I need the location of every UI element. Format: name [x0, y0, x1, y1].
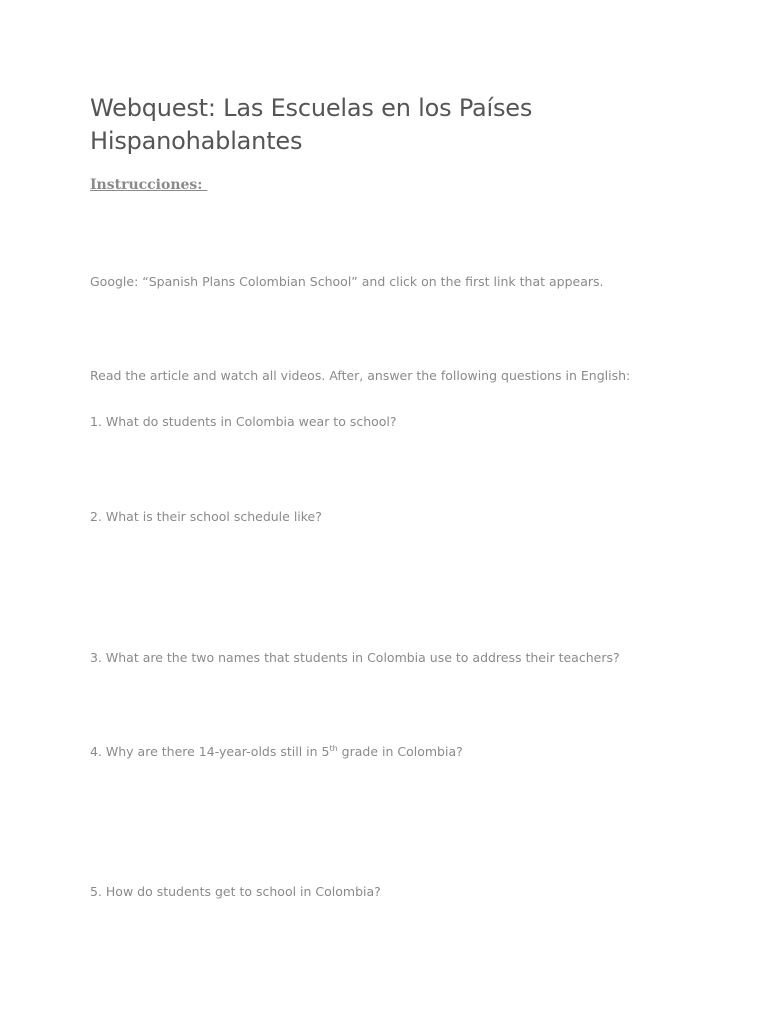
question-4	[90, 744, 463, 760]
document-title	[90, 92, 710, 158]
question-4-text-start: 4. Why are there 14-year-olds still in 5	[90, 744, 330, 759]
instructions-heading: Instrucciones:	[90, 177, 208, 193]
question-1: 1. What do students in Colombia wear to school?	[90, 414, 397, 429]
question-3: 3. What are the two names that students in Colombia use to address their teachers?	[90, 650, 620, 665]
question-4-text-end: grade in Colombia?	[337, 744, 463, 759]
title-line-1: Webquest: Las Escuelas en los Países	[90, 94, 533, 122]
question-2: 2. What is their school schedule like?	[90, 509, 322, 524]
read-instruction: Read the article and watch all videos. After, answer the following questions in English:	[90, 368, 631, 383]
question-5: 5. How do students get to school in Colombia?	[90, 884, 381, 899]
title-line-2: Hispanohablantes	[90, 127, 303, 155]
google-instruction: Google: “Spanish Plans Colombian School” and click on the first link that appears.	[90, 274, 604, 289]
question-4-ordinal-suffix: th	[329, 743, 338, 753]
